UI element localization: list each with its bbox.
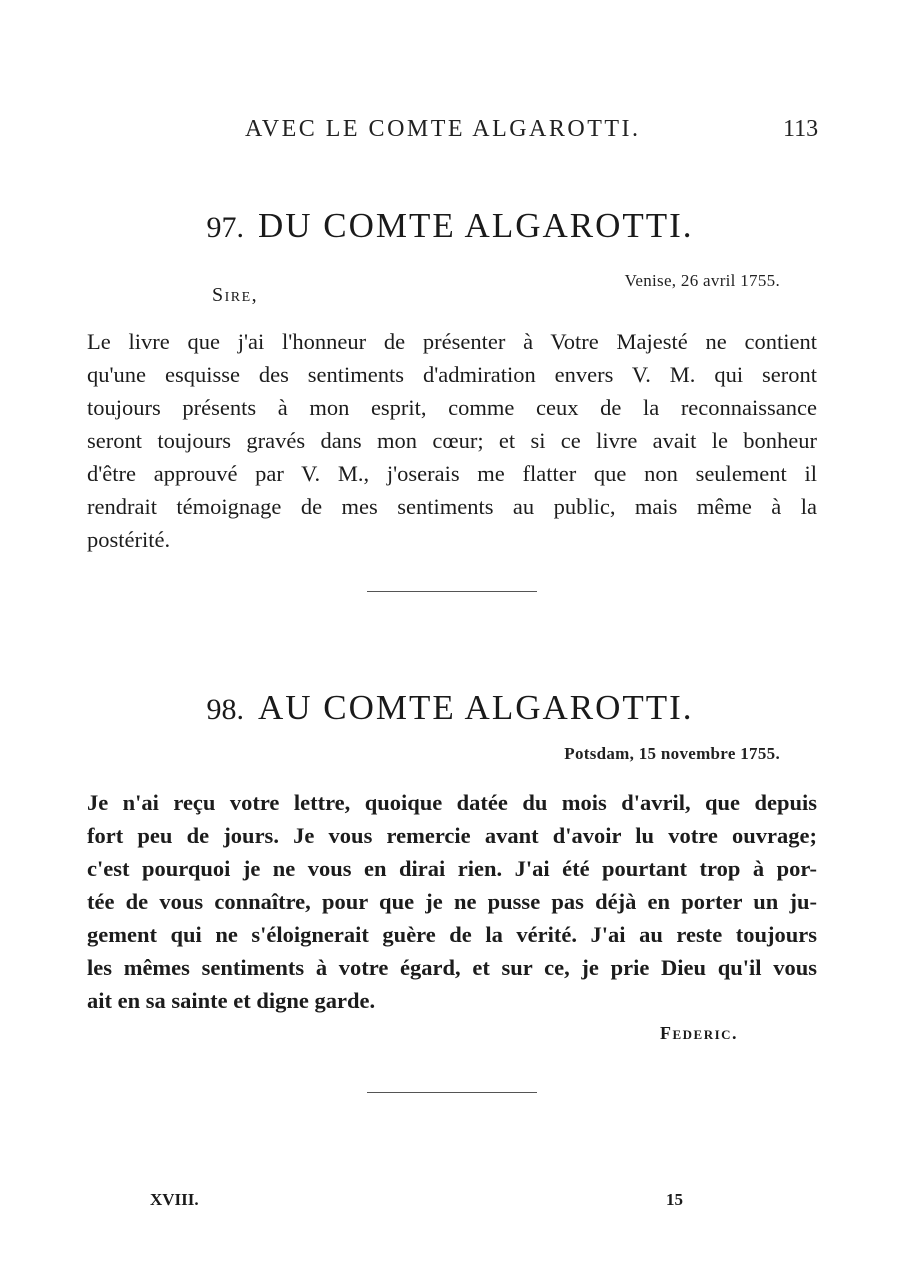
section-divider [367,591,537,592]
letter-heading: AU COMTE ALGAROTTI. [257,688,694,727]
text-line: postérité. [87,527,171,552]
letter-98-signature: Federic. [660,1023,739,1043]
text-line: rendrait témoignage de mes sentiments au public, mais même à la [87,494,817,519]
text-line: qu'une esquisse des sentiments d'admiration envers V. M. qui seront [87,362,817,387]
text-line: Le livre que j'ai l'honneur de présenter à Votre Majesté ne contient [87,329,817,354]
letter-number: 98. [206,693,244,726]
page-number: 113 [783,116,819,142]
text-line: seront toujours gravés dans mon cœur; et si ce livre avait le bonheur [87,428,817,453]
letter-97-salutation: Sire, [212,284,259,306]
text-line: les mêmes sentiments à votre égard, et sur ce, je prie Dieu qu'il vous [87,955,817,980]
letter-97-title [0,206,900,246]
letter-98-title [0,688,900,728]
section-divider [367,1092,537,1093]
letter-98-dateline: Potsdam, 15 novembre 1755. [564,744,780,763]
letter-number: 97. [206,211,244,244]
letter-heading: DU COMTE ALGAROTTI. [257,206,694,245]
footer-volume: XVIII. [150,1190,199,1209]
text-line: Je n'ai reçu votre lettre, quoique datée du mois d'avril, que depuis [87,790,817,815]
text-line: toujours présents à mon esprit, comme ceux de la reconnaissance [87,395,817,420]
text-line: c'est pourquoi je ne vous en dirai rien. J'ai été pourtant trop à por- [87,856,817,881]
text-line: d'être approuvé par V. M., j'oserais me flatter que non seulement il [87,461,817,486]
text-line: tée de vous connaître, pour que je ne pusse pas déjà en porter un ju- [87,889,817,914]
running-head: AVEC LE COMTE ALGAROTTI. [245,116,641,142]
letter-97-body [87,325,817,556]
text-line: ait en sa sainte et digne garde. [87,988,376,1013]
text-line: fort peu de jours. Je vous remercie avant d'avoir lu votre ouvrage; [87,823,817,848]
footer-signature-mark: 15 [666,1190,683,1209]
letter-97-dateline: Venise, 26 avril 1755. [624,271,780,290]
text-line: gement qui ne s'éloignerait guère de la vérité. J'ai au reste toujours [87,922,817,947]
letter-98-body [87,786,817,1017]
